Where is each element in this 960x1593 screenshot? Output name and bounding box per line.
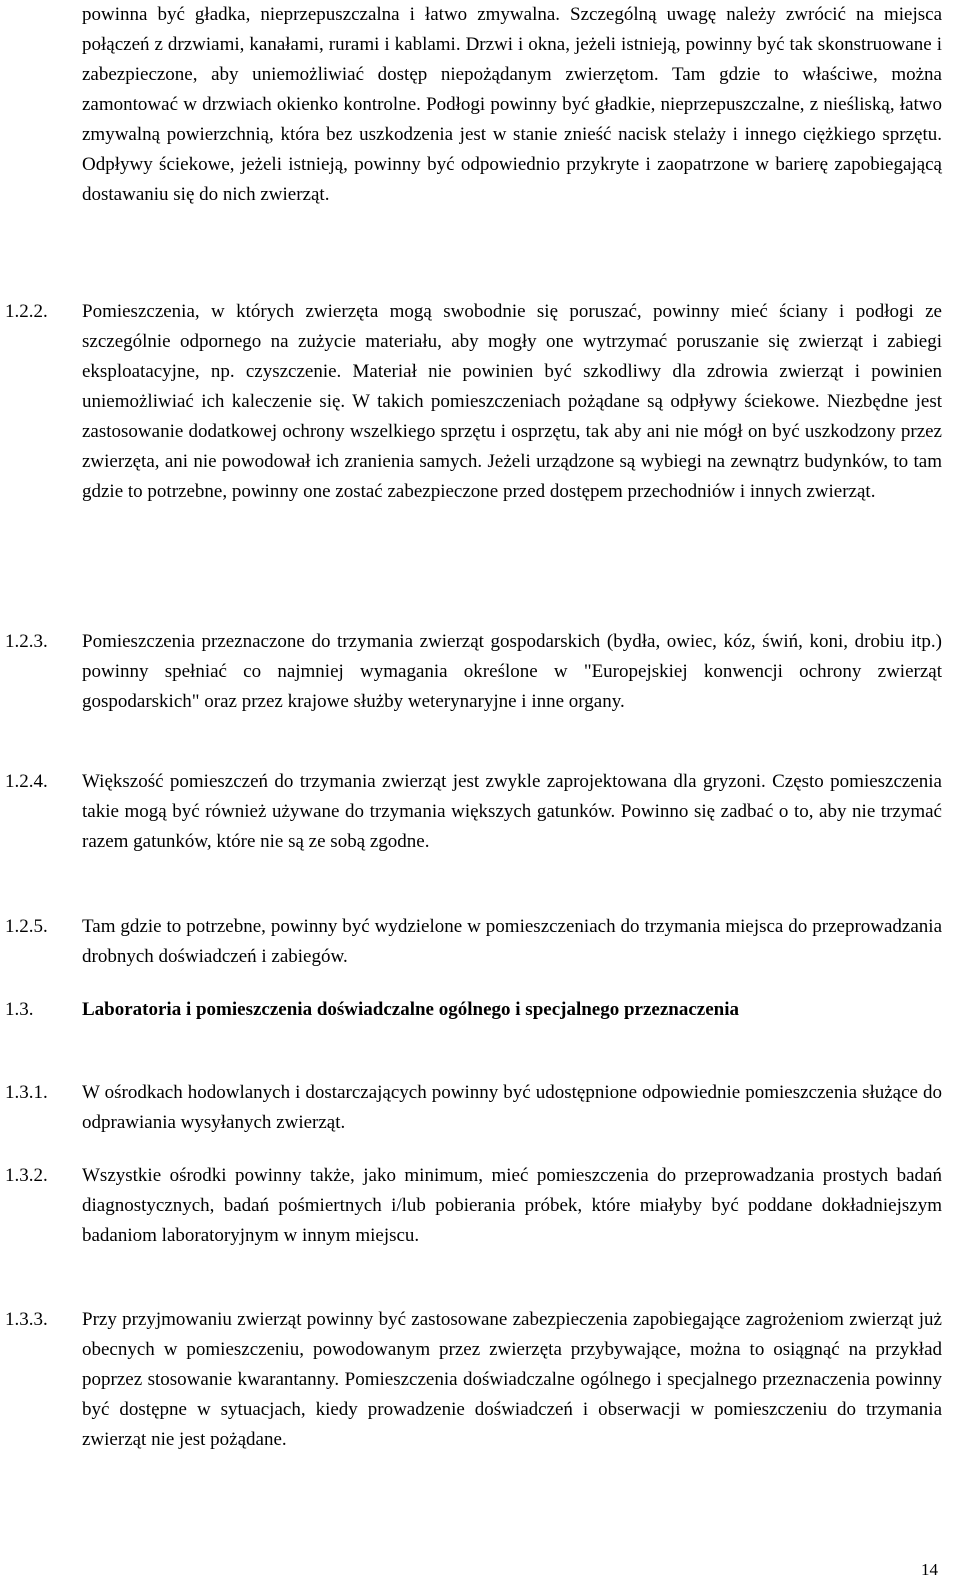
page-number: 14 [921, 1560, 938, 1579]
section-number: 1.2.2. [5, 301, 48, 322]
section-number: 1.3. [5, 999, 34, 1020]
section-number: 1.2.4. [5, 771, 48, 792]
section-text: Tam gdzie to potrzebne, powinny być wydzielone w pomieszczeniach do trzymania miejsca do przeprowadzania drobnych doświadczeń i zabiegów. [82, 916, 942, 967]
section-number: 1.3.1. [5, 1082, 48, 1103]
section-text: Przy przyjmowaniu zwierząt powinny być zastosowane zabezpieczenia zapobiegające zagrożeniom zwierząt już obecnych w pomieszczeniu, powodowanym przez zwierzęta przybywające, można to osiągnąć na przykład poprzez stosowanie kwarantanny. Pomieszczenia doświadczalne ogólnego i specjalnego przeznaczenia powinny być dostępne w sytuacjach, kiedy prowadzenie doświadczeń i obserwacji w pomieszczeniu do trzymania zwierząt nie jest pożądane. [82, 1309, 942, 1450]
section-text: Większość pomieszczeń do trzymania zwierząt jest zwykle zaprojektowana dla gryzoni. Często pomieszczenia takie mogą być również używane do trzymania większych gatunków. Powinno się zadbać o to, aby nie trzymać razem gatunków, które nie są ze sobą zgodne. [82, 771, 942, 852]
section-number: 1.2.3. [5, 631, 48, 652]
section-text: Wszystkie ośrodki powinny także, jako minimum, mieć pomieszczenia do przeprowadzania prostych badań diagnostycznych, badań pośmiertnych i/lub pobierania próbek, które miałyby być poddane dokładniejszym badaniom laboratoryjnym w innym miejscu. [82, 1165, 942, 1246]
section-text: W ośrodkach hodowlanych i dostarczających powinny być udostępnione odpowiednie pomieszczenia służące do odprawiania wysyłanych zwierząt. [82, 1082, 942, 1133]
section-number: 1.3.2. [5, 1165, 48, 1186]
section-text: Pomieszczenia przeznaczone do trzymania zwierząt gospodarskich (bydła, owiec, kóz, świń, koni, drobiu itp.) powinny spełniać co najmniej wymagania określone w "Europejskiej konwencji ochrony zwierząt gospodarskich" oraz przez krajowe służby weterynaryjne i inne organy. [82, 631, 942, 712]
continuation-paragraph: powinna być gładka, nieprzepuszczalna i łatwo zmywalna. Szczególną uwagę należy zwrócić na miejsca połączeń z drzwiami, kanałami, rurami i kablami. Drzwi i okna, jeżeli istnieją, powinny być tak skonstruowane i zabezpieczone, aby uniemożliwiać dostęp niepożądanym zwierzętom. Tam gdzie to właściwe, można zamontować w drzwiach okienko kontrolne. Podłogi powinny być gładkie, nieprzepuszczalne, z nieśliską, łatwo zmywalną powierzchnią, która bez uszkodzenia jest w stanie znieść nacisk stelaży i innego ciężkiego sprzętu. Odpływy ściekowe, jeżeli istnieją, powinny być odpowiednio przykryte i zaopatrzone w barierę zapobiegającą dostawaniu się do nich zwierząt. [82, 4, 942, 205]
section-number: 1.3.3. [5, 1309, 48, 1330]
section-heading: Laboratoria i pomieszczenia doświadczalne ogólnego i specjalnego przeznaczenia [82, 999, 739, 1020]
section-number: 1.2.5. [5, 916, 48, 937]
section-text: Pomieszczenia, w których zwierzęta mogą swobodnie się poruszać, powinny mieć ściany i podłogi ze szczególnie odpornego na zużycie materiału, aby mogły one wytrzymać poruszanie się zwierząt i zabiegi eksploatacyjne, np. czyszczenie. Materiał nie powinien być szkodliwy dla zdrowia zwierząt i powinien uniemożliwiać ich kaleczenie się. W takich pomieszczeniach pożądane są odpływy ściekowe. Niezbędne jest zastosowanie dodatkowej ochrony wszelkiego sprzętu i osprzętu, tak aby ani nie mógł on być uszkodzony przez zwierzęta, ani nie powodował ich zranienia samych. Jeżeli urządzone są wybiegi na zewnątrz budynków, to tam gdzie to potrzebne, powinny one zostać zabezpieczone przed dostępem przechodniów i innych zwierząt. [82, 301, 942, 502]
